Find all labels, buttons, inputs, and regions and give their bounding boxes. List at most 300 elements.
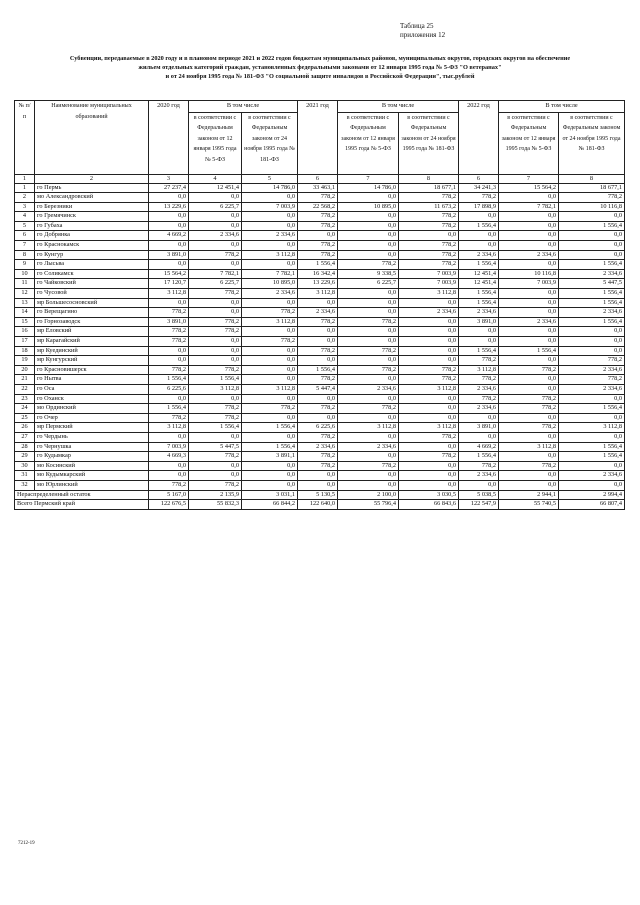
value-cell: 0,0	[149, 212, 189, 222]
value-cell: 0,0	[298, 394, 338, 404]
value-cell: 0,0	[399, 461, 459, 471]
value-cell: 10 895,0	[338, 202, 399, 212]
row-number: 2	[15, 193, 35, 203]
table-row	[15, 221, 625, 231]
value-cell: 2 334,6	[189, 231, 242, 241]
value-cell: 778,2	[338, 260, 399, 270]
row-number: 26	[15, 423, 35, 433]
value-cell: 778,2	[189, 327, 242, 337]
table-row	[15, 298, 625, 308]
value-cell: 778,2	[149, 480, 189, 490]
value-cell: 2 334,6	[459, 384, 499, 394]
table-row	[15, 375, 625, 385]
value-cell: 0,0	[189, 337, 242, 347]
value-cell: 0,0	[399, 298, 459, 308]
value-cell: 0,0	[559, 394, 625, 404]
value-cell: 0,0	[499, 356, 559, 366]
value-cell: 0,0	[242, 375, 298, 385]
municipality-name: мр Еловский	[35, 327, 149, 337]
row-number: 16	[15, 327, 35, 337]
value-cell: 10 116,8	[499, 269, 559, 279]
value-cell: 0,0	[298, 471, 338, 481]
value-cell: 0,0	[338, 212, 399, 222]
value-cell: 778,2	[338, 404, 399, 414]
value-cell: 3 112,8	[149, 423, 189, 433]
municipality-name: го Чайковский	[35, 279, 149, 289]
value-cell: 778,2	[298, 241, 338, 251]
value-cell: 15 564,2	[499, 183, 559, 193]
value-cell: 2 334,6	[459, 308, 499, 318]
total-row	[15, 490, 625, 500]
value-cell: 0,0	[149, 461, 189, 471]
value-cell: 3 112,8	[338, 423, 399, 433]
value-cell: 3 112,8	[499, 442, 559, 452]
value-cell: 0,0	[242, 212, 298, 222]
value-cell: 0,0	[399, 327, 459, 337]
municipality-name: го Нытва	[35, 375, 149, 385]
municipality-name: мр Куединский	[35, 346, 149, 356]
municipality-name: мо Александровский	[35, 193, 149, 203]
row-number: 24	[15, 404, 35, 414]
value-cell: 778,2	[459, 375, 499, 385]
value-cell: 778,2	[399, 260, 459, 270]
value-cell: 3 112,8	[459, 365, 499, 375]
header-row-1	[15, 101, 625, 113]
value-cell: 0,0	[399, 413, 459, 423]
value-cell: 1 556,4	[559, 260, 625, 270]
table-row	[15, 413, 625, 423]
row-number: 28	[15, 442, 35, 452]
value-cell: 0,0	[338, 480, 399, 490]
value-cell: 2 334,6	[459, 250, 499, 260]
colnum-cell: 4	[189, 174, 242, 183]
row-number: 1	[15, 183, 35, 193]
value-cell: 0,0	[338, 193, 399, 203]
value-cell: 2 334,6	[499, 250, 559, 260]
value-cell: 778,2	[459, 193, 499, 203]
row-number: 11	[15, 279, 35, 289]
value-cell: 7 782,1	[242, 269, 298, 279]
value-cell: 1 556,4	[459, 298, 499, 308]
value-cell: 778,2	[189, 404, 242, 414]
value-cell: 778,2	[399, 212, 459, 222]
municipality-name: мр Пермский	[35, 423, 149, 433]
value-cell: 0,0	[559, 241, 625, 251]
municipality-name: го Красновишерск	[35, 365, 149, 375]
value-cell: 0,0	[499, 298, 559, 308]
col-2022-law181: в соответствии с Федеральным законом от 24 ноября 1995 года № 181-ФЗ	[559, 112, 625, 174]
colnum-cell: 3	[149, 174, 189, 183]
value-cell: 0,0	[559, 212, 625, 222]
value-cell: 0,0	[149, 298, 189, 308]
municipality-name: го Верещагино	[35, 308, 149, 318]
value-cell: 778,2	[189, 413, 242, 423]
value-cell: 1 556,4	[189, 423, 242, 433]
value-cell: 0,0	[399, 346, 459, 356]
total-row	[15, 500, 625, 510]
value-cell: 0,0	[338, 289, 399, 299]
value-cell: 1 556,4	[559, 298, 625, 308]
value-cell: 0,0	[459, 480, 499, 490]
value-cell: 9 338,5	[338, 269, 399, 279]
value-cell: 2 334,6	[559, 384, 625, 394]
municipality-name: го Кудымкар	[35, 452, 149, 462]
value-cell: 7 003,9	[399, 269, 459, 279]
municipality-name: го Оханск	[35, 394, 149, 404]
value-cell: 778,2	[242, 404, 298, 414]
table-row	[15, 250, 625, 260]
value-cell: 778,2	[338, 317, 399, 327]
value-cell: 1 556,4	[559, 221, 625, 231]
municipality-name: го Гремячинск	[35, 212, 149, 222]
value-cell: 2 334,6	[459, 404, 499, 414]
row-number: 14	[15, 308, 35, 318]
municipality-name: го Чусовой	[35, 289, 149, 299]
total-value-cell: 66 843,6	[399, 500, 459, 510]
value-cell: 0,0	[189, 193, 242, 203]
value-cell: 0,0	[189, 221, 242, 231]
value-cell: 0,0	[338, 298, 399, 308]
value-cell: 0,0	[298, 337, 338, 347]
value-cell: 0,0	[459, 337, 499, 347]
municipality-name: го Чердынь	[35, 432, 149, 442]
value-cell: 3 112,8	[399, 423, 459, 433]
value-cell: 0,0	[242, 461, 298, 471]
value-cell: 0,0	[189, 308, 242, 318]
municipality-name: го Губаха	[35, 221, 149, 231]
value-cell: 778,2	[189, 250, 242, 260]
value-cell: 0,0	[242, 298, 298, 308]
value-cell: 7 782,1	[499, 202, 559, 212]
value-cell: 778,2	[242, 337, 298, 347]
municipality-name: го Кунгур	[35, 250, 149, 260]
row-number: 27	[15, 432, 35, 442]
value-cell: 3 891,0	[459, 317, 499, 327]
value-cell: 778,2	[298, 212, 338, 222]
row-number: 7	[15, 241, 35, 251]
col-2020-incl-header: В том числе	[189, 101, 298, 113]
value-cell: 0,0	[499, 231, 559, 241]
value-cell: 0,0	[149, 193, 189, 203]
value-cell: 0,0	[189, 461, 242, 471]
annex-label: приложения 12	[400, 31, 446, 39]
value-cell: 6 225,7	[189, 279, 242, 289]
col-name-header: Наименование муниципальных образований	[35, 101, 149, 175]
table-row	[15, 394, 625, 404]
row-number: 23	[15, 394, 35, 404]
total-value-cell: 2 100,0	[338, 490, 399, 500]
value-cell: 12 451,4	[459, 279, 499, 289]
table-row	[15, 461, 625, 471]
row-number: 9	[15, 260, 35, 270]
value-cell: 0,0	[399, 480, 459, 490]
value-cell: 778,2	[499, 394, 559, 404]
municipality-name: мр Кунгурский	[35, 356, 149, 366]
table-row	[15, 356, 625, 366]
colnum-cell: 6	[459, 174, 499, 183]
value-cell: 3 112,8	[242, 317, 298, 327]
table-row	[15, 442, 625, 452]
value-cell: 0,0	[499, 337, 559, 347]
value-cell: 18 677,1	[559, 183, 625, 193]
value-cell: 4 669,2	[459, 442, 499, 452]
municipality-name: мр Большесосновский	[35, 298, 149, 308]
value-cell: 1 556,4	[459, 346, 499, 356]
value-cell: 778,2	[399, 452, 459, 462]
value-cell: 0,0	[338, 471, 399, 481]
value-cell: 0,0	[399, 471, 459, 481]
value-cell: 2 334,6	[559, 269, 625, 279]
row-number: 15	[15, 317, 35, 327]
value-cell: 12 451,4	[189, 183, 242, 193]
value-cell: 0,0	[499, 212, 559, 222]
value-cell: 0,0	[338, 250, 399, 260]
row-number: 20	[15, 365, 35, 375]
value-cell: 0,0	[242, 356, 298, 366]
row-number: 21	[15, 375, 35, 385]
value-cell: 778,2	[189, 289, 242, 299]
row-number: 5	[15, 221, 35, 231]
colnum-cell: 2	[35, 174, 149, 183]
col-2020-law181: в соответствии с Федеральным законом от 24 ноября 1995 года № 181-ФЗ	[242, 112, 298, 174]
value-cell: 778,2	[298, 221, 338, 231]
value-cell: 0,0	[559, 480, 625, 490]
value-cell: 778,2	[499, 404, 559, 414]
value-cell: 778,2	[298, 317, 338, 327]
row-number: 30	[15, 461, 35, 471]
value-cell: 778,2	[149, 365, 189, 375]
value-cell: 0,0	[499, 221, 559, 231]
value-cell: 0,0	[149, 432, 189, 442]
value-cell: 3 112,8	[298, 289, 338, 299]
value-cell: 4 669,3	[149, 452, 189, 462]
col-2021-incl-header: В том числе	[338, 101, 459, 113]
value-cell: 0,0	[459, 413, 499, 423]
row-number: 12	[15, 289, 35, 299]
colnum-cell: 6	[298, 174, 338, 183]
value-cell: 1 556,4	[559, 317, 625, 327]
municipality-name: го Пермь	[35, 183, 149, 193]
col-2021-law181: в соответствии с Федеральным законом от 24 ноября 1995 года № 181-ФЗ	[399, 112, 459, 174]
table-row	[15, 241, 625, 251]
value-cell: 0,0	[338, 356, 399, 366]
value-cell: 778,2	[189, 452, 242, 462]
col-2020-header: 2020 год	[149, 101, 189, 175]
value-cell: 1 556,4	[499, 346, 559, 356]
value-cell: 0,0	[189, 394, 242, 404]
value-cell: 6 225,6	[298, 423, 338, 433]
col-num-header: № п/п	[15, 101, 35, 175]
value-cell: 0,0	[242, 260, 298, 270]
value-cell: 778,2	[399, 432, 459, 442]
value-cell: 0,0	[242, 432, 298, 442]
value-cell: 3 891,0	[149, 317, 189, 327]
value-cell: 0,0	[499, 241, 559, 251]
col-2020-law5: в соответствии с Федеральным законом от 12 января 1995 года № 5-ФЗ	[189, 112, 242, 174]
value-cell: 1 556,4	[149, 404, 189, 414]
value-cell: 2 334,6	[242, 289, 298, 299]
value-cell: 15 564,2	[149, 269, 189, 279]
value-cell: 0,0	[559, 337, 625, 347]
value-cell: 0,0	[559, 327, 625, 337]
total-value-cell: 2 944,1	[499, 490, 559, 500]
value-cell: 0,0	[559, 461, 625, 471]
value-cell: 0,0	[149, 241, 189, 251]
value-cell: 778,2	[189, 317, 242, 327]
total-value-cell: 5 038,5	[459, 490, 499, 500]
value-cell: 2 334,6	[499, 317, 559, 327]
value-cell: 1 556,4	[298, 260, 338, 270]
municipality-name: мо Косинский	[35, 461, 149, 471]
value-cell: 0,0	[242, 241, 298, 251]
municipality-name: мо Ординский	[35, 404, 149, 414]
row-number: 6	[15, 231, 35, 241]
value-cell: 13 229,6	[149, 202, 189, 212]
value-cell: 778,2	[459, 394, 499, 404]
value-cell: 18 677,1	[399, 183, 459, 193]
value-cell: 0,0	[499, 308, 559, 318]
value-cell: 778,2	[559, 356, 625, 366]
table-row	[15, 346, 625, 356]
table-row	[15, 202, 625, 212]
municipality-name: го Добрянка	[35, 231, 149, 241]
value-cell: 2 334,6	[559, 308, 625, 318]
value-cell: 0,0	[559, 413, 625, 423]
value-cell: 7 003,9	[242, 202, 298, 212]
total-value-cell: 3 031,1	[242, 490, 298, 500]
value-cell: 3 891,0	[459, 423, 499, 433]
colnum-cell: 7	[338, 174, 399, 183]
table-row	[15, 193, 625, 203]
value-cell: 0,0	[559, 432, 625, 442]
total-value-cell: 3 030,5	[399, 490, 459, 500]
value-cell: 11 673,2	[399, 202, 459, 212]
table-row	[15, 308, 625, 318]
row-number: 17	[15, 337, 35, 347]
value-cell: 778,2	[149, 413, 189, 423]
value-cell: 3 112,8	[399, 289, 459, 299]
value-cell: 16 342,4	[298, 269, 338, 279]
table-row	[15, 279, 625, 289]
value-cell: 0,0	[499, 327, 559, 337]
value-cell: 778,2	[399, 193, 459, 203]
value-cell: 778,2	[499, 365, 559, 375]
value-cell: 0,0	[399, 337, 459, 347]
value-cell: 778,2	[189, 480, 242, 490]
value-cell: 0,0	[242, 394, 298, 404]
colnum-cell: 8	[399, 174, 459, 183]
value-cell: 0,0	[338, 308, 399, 318]
total-value-cell: 122 547,9	[459, 500, 499, 510]
value-cell: 6 225,7	[338, 279, 399, 289]
total-value-cell: 66 844,2	[242, 500, 298, 510]
value-cell: 778,2	[499, 423, 559, 433]
value-cell: 2 334,6	[338, 442, 399, 452]
value-cell: 1 556,4	[189, 375, 242, 385]
value-cell: 0,0	[242, 480, 298, 490]
table-row	[15, 384, 625, 394]
total-value-cell: 55 832,3	[189, 500, 242, 510]
value-cell: 0,0	[459, 212, 499, 222]
value-cell: 2 334,6	[298, 308, 338, 318]
value-cell: 0,0	[559, 346, 625, 356]
value-cell: 0,0	[499, 452, 559, 462]
value-cell: 1 556,4	[298, 365, 338, 375]
total-value-cell: 5 167,0	[149, 490, 189, 500]
table-row	[15, 317, 625, 327]
municipality-name: го Оса	[35, 384, 149, 394]
value-cell: 14 786,0	[242, 183, 298, 193]
total-value-cell: 55 740,5	[499, 500, 559, 510]
municipality-name: го Соликамск	[35, 269, 149, 279]
value-cell: 0,0	[499, 480, 559, 490]
value-cell: 3 112,8	[189, 384, 242, 394]
municipality-name: го Очер	[35, 413, 149, 423]
value-cell: 0,0	[298, 480, 338, 490]
total-value-cell: 55 796,4	[338, 500, 399, 510]
value-cell: 1 556,4	[149, 375, 189, 385]
value-cell: 10 895,0	[242, 279, 298, 289]
value-cell: 0,0	[338, 241, 399, 251]
value-cell: 2 334,6	[242, 231, 298, 241]
value-cell: 4 669,2	[149, 231, 189, 241]
value-cell: 3 112,8	[242, 250, 298, 260]
value-cell: 778,2	[338, 346, 399, 356]
value-cell: 2 334,6	[559, 471, 625, 481]
value-cell: 0,0	[149, 260, 189, 270]
colnum-cell: 7	[499, 174, 559, 183]
value-cell: 0,0	[499, 193, 559, 203]
value-cell: 0,0	[298, 327, 338, 337]
value-cell: 778,2	[298, 346, 338, 356]
table-row	[15, 269, 625, 279]
value-cell: 0,0	[559, 250, 625, 260]
value-cell: 3 112,8	[242, 384, 298, 394]
value-cell: 0,0	[459, 432, 499, 442]
total-value-cell: 5 130,5	[298, 490, 338, 500]
title-line-3: и от 24 ноября 1995 года № 181-ФЗ "О социальной защите инвалидов в Российской Федерации", тыс.рублей	[165, 73, 475, 80]
value-cell: 778,2	[559, 193, 625, 203]
total-value-cell: 2 135,9	[189, 490, 242, 500]
municipality-name: го Горнозаводск	[35, 317, 149, 327]
table-row	[15, 452, 625, 462]
value-cell: 778,2	[399, 365, 459, 375]
value-cell: 1 556,4	[459, 452, 499, 462]
col-2022-header: 2022 год	[459, 101, 499, 175]
value-cell: 3 891,0	[149, 250, 189, 260]
total-label: Нераспределенный остаток	[15, 490, 149, 500]
table-row	[15, 365, 625, 375]
value-cell: 778,2	[298, 452, 338, 462]
value-cell: 0,0	[242, 327, 298, 337]
municipality-name: го Краснокамск	[35, 241, 149, 251]
table-row	[15, 289, 625, 299]
row-number: 29	[15, 452, 35, 462]
value-cell: 0,0	[149, 221, 189, 231]
value-cell: 0,0	[189, 212, 242, 222]
value-cell: 2 334,6	[338, 384, 399, 394]
value-cell: 0,0	[559, 231, 625, 241]
col-2021-law5: в соответствии с Федеральным законом от 12 января 1995 года № 5-ФЗ	[338, 112, 399, 174]
value-cell: 1 556,4	[559, 442, 625, 452]
value-cell: 0,0	[399, 404, 459, 414]
value-cell: 0,0	[499, 384, 559, 394]
table-row	[15, 231, 625, 241]
row-number: 18	[15, 346, 35, 356]
total-value-cell: 2 994,4	[559, 490, 625, 500]
value-cell: 778,2	[399, 221, 459, 231]
value-cell: 1 556,4	[242, 442, 298, 452]
